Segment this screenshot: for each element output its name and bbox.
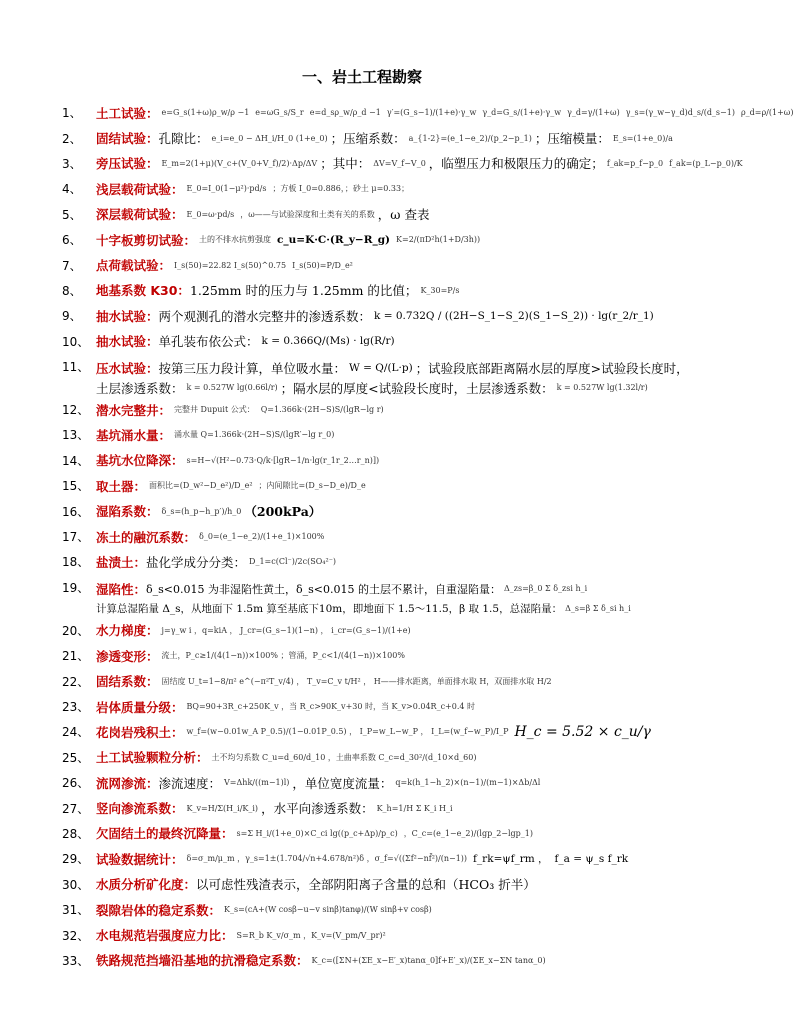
item-line bbox=[96, 358, 689, 378]
formula: 涌水量 Q=1.366k·(2H−S)S/(lgR′−lg r_0) bbox=[174, 430, 335, 440]
item-number: 19、 bbox=[62, 580, 90, 595]
formula: ρ_d=ρ/(1+ω) bbox=[740, 108, 793, 118]
item-number: 32、 bbox=[62, 928, 90, 943]
formula: s=H−√(H²−0.73·Q/k·[lgR−1/n·lg(r_1r_2…r_n)]) bbox=[186, 455, 380, 465]
item-title: 点荷载试验： bbox=[96, 258, 172, 274]
list-item bbox=[62, 668, 712, 693]
item-title: 土工试验颗粒分析： bbox=[96, 750, 209, 766]
formula: k = 0.527W lg(1.32l/r) bbox=[556, 383, 648, 393]
item-number: 8、 bbox=[62, 283, 82, 298]
item-number: 9、 bbox=[62, 309, 82, 324]
item-title: 浅层载荷试验： bbox=[96, 181, 184, 197]
formula: e_i=e_0 − ΔH_i/H_0 (1+e_0) bbox=[211, 133, 328, 143]
list-item bbox=[62, 498, 712, 523]
item-title: 裂隙岩体的稳定系数： bbox=[96, 902, 222, 918]
formula: E_0=I_0(1−μ²)·pd/s bbox=[186, 184, 267, 194]
item-number: 20、 bbox=[62, 623, 90, 638]
item-body bbox=[96, 358, 689, 398]
item-number: 27、 bbox=[62, 801, 90, 816]
formula: K_v=H/Σ(H_i/K_i) bbox=[186, 803, 259, 813]
item-number: 10、 bbox=[62, 334, 90, 349]
list-item bbox=[62, 448, 712, 473]
item-number: 22、 bbox=[62, 674, 90, 689]
item-number: 26、 bbox=[62, 776, 90, 791]
formula: e=ωG_s/S_r bbox=[255, 108, 304, 118]
item-number: 1、 bbox=[62, 106, 82, 121]
formula: K_h=1/H Σ K_i H_i bbox=[376, 803, 453, 813]
list-item bbox=[62, 897, 712, 922]
formula: γ′=(G_s−1)/(1+e)·γ_w bbox=[386, 108, 477, 118]
list-item bbox=[62, 643, 712, 668]
item-text: 1.25mm 时的压力与 1.25mm 的比值； bbox=[189, 283, 418, 299]
list-item bbox=[62, 397, 712, 422]
list-item bbox=[62, 694, 712, 719]
list-item bbox=[62, 524, 712, 549]
formula: f_ak=p_f−p_0 bbox=[606, 158, 664, 168]
formula: e=d_sρ_w/ρ_d −1 bbox=[309, 108, 381, 118]
formula: 面积比=(D_w²−D_e²)/D_e² bbox=[149, 481, 253, 491]
list-item bbox=[62, 303, 712, 328]
item-title: 竖向渗流系数： bbox=[96, 801, 184, 817]
formula: j=γ_w i ，q=kiA ， J_cr=(G_s−1)(1−n) ， i_cr=(G_s−1)/(1+e) bbox=[161, 625, 411, 635]
item-text: 渗流速度： bbox=[158, 775, 222, 791]
item-title: 旁压试验： bbox=[96, 156, 159, 172]
formula: K=2/(πD²h(1+D/3h)) bbox=[396, 235, 481, 245]
list-item bbox=[62, 922, 712, 947]
item-text: ，水平向渗透系数： bbox=[261, 801, 374, 817]
item-title: 盐渍土： bbox=[96, 554, 147, 570]
item-number: 25、 bbox=[62, 750, 90, 765]
item-text: 土层渗透系数： bbox=[96, 380, 184, 396]
item-title: 基坑涌水量： bbox=[96, 427, 172, 443]
list-item bbox=[62, 549, 712, 574]
formula: ；内间隙比=(D_s−D_e)/D_e bbox=[258, 481, 366, 491]
item-number: 2、 bbox=[62, 131, 82, 146]
formula: e=G_s(1+ω)ρ_w/ρ −1 bbox=[161, 108, 250, 118]
formula: D_1=c(Cl⁻)/2c(SO₄²⁻) bbox=[249, 557, 337, 567]
formula: f_a = ψ_s f_rk bbox=[554, 852, 629, 865]
item-text: 盐化学成分分类： bbox=[146, 554, 247, 570]
item-number: 31、 bbox=[62, 903, 90, 918]
formula: γ_s=(γ_w−γ_d)d_s/(d_s−1) bbox=[625, 108, 735, 118]
item-line bbox=[96, 599, 634, 619]
item-title: 湿陷性： bbox=[96, 581, 147, 597]
formula: K_c=([ΣN+(ΣE_x−E′_x)tanα_0]f+E′_x)/(ΣE_x−ΣN tanα_0) bbox=[311, 955, 546, 965]
list-item bbox=[62, 329, 712, 354]
item-title: 潜水完整井： bbox=[96, 402, 172, 418]
item-text: 计算总湿陷量 Δ_s，从地面下 1.5m 算至基底下10m，即地面下 1.5～11.5，β 取 1.5，总湿陷量： bbox=[96, 603, 563, 616]
item-title: 岩体质量分级： bbox=[96, 699, 184, 715]
formula: γ_d=γ/(1+ω) bbox=[567, 108, 620, 118]
item-text: 按第三压力段计算，单位吸水量： bbox=[158, 360, 347, 376]
item-title: 地基系数 K30： bbox=[96, 283, 190, 299]
formula: q=k(h_1−h_2)×(n−1)/(m−1)×Δb/Δl bbox=[395, 778, 541, 788]
formula: E_s=(1+e_0)/a bbox=[612, 133, 673, 143]
item-title: 基坑水位降深： bbox=[96, 453, 184, 469]
item-text: 两个观测孔的潜水完整井的渗透系数： bbox=[158, 308, 372, 324]
formula: k = 0.732Q / ((2H−S_1−S_2)(S_1−S_2)) · lg(r_2/r_1) bbox=[374, 309, 654, 322]
item-title: 土工试验： bbox=[96, 105, 159, 121]
item-title: 铁路规范挡墙沿基地的抗滑稳定系数： bbox=[96, 953, 309, 969]
item-number: 5、 bbox=[62, 207, 82, 222]
formula: E_m=2(1+μ)(V_c+(V_0+V_f)/2)·Δp/ΔV bbox=[161, 158, 318, 168]
formula: w_f=(w−0.01w_A P_0.5)/(1−0.01P_0.5) ， I_P=w_L−w_P ， I_L=(w_f−w_P)/I_P bbox=[186, 727, 509, 737]
item-number: 16、 bbox=[62, 504, 90, 519]
item-title: 抽水试验： bbox=[96, 334, 159, 350]
formula: ，C_c=(e_1−e_2)/(lgp_2−lgp_1) bbox=[403, 828, 534, 838]
item-title: 流网渗流： bbox=[96, 775, 159, 791]
item-title: 十字板剪切试验： bbox=[96, 232, 197, 248]
formula: 土的不排水抗剪强度 bbox=[199, 235, 272, 245]
item-title: 冻土的融沉系数： bbox=[96, 529, 197, 545]
item-text: （200kPa） bbox=[244, 504, 322, 520]
formula: f_ak=(p_L−p_0)/K bbox=[669, 158, 743, 168]
item-number: 14、 bbox=[62, 453, 90, 468]
list-item bbox=[62, 125, 712, 150]
item-text: ；压缩系数： bbox=[330, 131, 406, 147]
formula: S=R_b K_v/σ_m ，K_v=(V_pm/V_pr)² bbox=[236, 930, 386, 940]
item-title: 水电规范岩强度应力比： bbox=[96, 928, 234, 944]
item-text: ，ω 查表 bbox=[377, 207, 430, 223]
list-item bbox=[62, 948, 712, 973]
formula: k = 0.527W lg(0.66l/r) bbox=[186, 383, 278, 393]
list-item bbox=[62, 176, 712, 201]
formula: ΔV=V_f−V_0 bbox=[373, 158, 426, 168]
item-text: ；其中： bbox=[320, 156, 371, 172]
list-item bbox=[62, 795, 712, 820]
formula: ；方板 I_0=0.886，；砂土 μ=0.33； bbox=[272, 184, 410, 194]
item-number: 11、 bbox=[62, 359, 90, 374]
page-title: 一、岩土工程勘察 bbox=[301, 68, 422, 86]
list-item bbox=[62, 354, 712, 397]
list-item bbox=[62, 278, 712, 303]
list-item bbox=[62, 100, 793, 125]
item-number: 6、 bbox=[62, 233, 82, 248]
item-title: 渗透变形： bbox=[96, 648, 159, 664]
item-title: 欠固结土的最终沉降量： bbox=[96, 826, 234, 842]
formula: δ=σ_m/μ_m ，γ_s=1±(1.704/√n+4.678/n²)δ ，σ_f=√((Σf²−nf̄²)/(n−1)) bbox=[186, 854, 468, 864]
formula: ，ω——与试验深度和土类有关的系数 bbox=[240, 209, 375, 219]
formula: 完整井 Dupuit 公式： bbox=[174, 405, 255, 415]
list-item bbox=[62, 227, 712, 252]
formula: I_s(50)=22.82 I_s(50)^0.75 bbox=[174, 260, 287, 270]
item-number: 30、 bbox=[62, 877, 90, 892]
list-item bbox=[62, 202, 712, 227]
item-line bbox=[96, 378, 689, 398]
list-item bbox=[62, 821, 712, 846]
list-item bbox=[62, 618, 712, 643]
list-item bbox=[62, 473, 712, 498]
formula: 土不均匀系数 C_u=d_60/d_10 ，土曲率系数 C_c=d_30²/(d_10×d_60) bbox=[211, 752, 477, 762]
item-title: 湿陷系数： bbox=[96, 504, 159, 520]
formula: c_u=K·C·(R_y−R_g) bbox=[277, 233, 391, 246]
item-body bbox=[96, 579, 634, 619]
formula: δ_0=(e_1−e_2)/(1+e_1)×100% bbox=[199, 532, 325, 542]
list-item bbox=[62, 422, 712, 447]
formula-list bbox=[62, 100, 793, 973]
list-item bbox=[62, 252, 712, 277]
item-title: 取土器： bbox=[96, 478, 147, 494]
list-item bbox=[62, 872, 712, 897]
formula: K_s=(cA+(W cosβ−u−v sinβ)tanφ)/(W sinβ+v cosβ) bbox=[224, 905, 432, 915]
list-item bbox=[62, 719, 712, 744]
item-number: 18、 bbox=[62, 555, 90, 570]
list-item bbox=[62, 770, 712, 795]
formula: H_c = 5.52 × c_u/γ bbox=[514, 723, 651, 740]
item-number: 12、 bbox=[62, 403, 90, 418]
formula: BQ=90+3R_c+250K_v ，当 R_c>90K_v+30 时，当 K_v>0.04R_c+0.4 时 bbox=[186, 702, 476, 711]
list-item bbox=[62, 846, 712, 871]
item-number: 33、 bbox=[62, 953, 90, 968]
item-title: 压水试验： bbox=[96, 360, 159, 376]
list-item bbox=[62, 575, 712, 618]
item-number: 7、 bbox=[62, 258, 82, 273]
item-title: 水力梯度： bbox=[96, 623, 159, 639]
list-item bbox=[62, 745, 712, 770]
item-number: 24、 bbox=[62, 725, 90, 740]
item-title: 花岗岩残积土： bbox=[96, 724, 184, 740]
formula: f_rk=ψf_rm ， bbox=[473, 853, 549, 866]
formula: Δ_s=β Σ δ_si h_i bbox=[565, 604, 631, 614]
item-number: 13、 bbox=[62, 428, 90, 443]
item-text: 孔隙比： bbox=[158, 131, 209, 147]
item-text: ；压缩模量： bbox=[534, 131, 610, 147]
item-number: 29、 bbox=[62, 852, 90, 867]
item-text: ，临塑压力和极限压力的确定； bbox=[428, 156, 604, 172]
item-text: ，单位宽度流量： bbox=[292, 775, 393, 791]
item-title: 试验数据统计： bbox=[96, 851, 184, 867]
formula: W = Q/(L·p) bbox=[349, 361, 413, 374]
formula: a_{1-2}=(e_1−e_2)/(p_2−p_1) bbox=[408, 133, 532, 143]
item-text: δ_s<0.015 为非湿陷性黄土，δ_s<0.015 的土层不累计，自重湿陷量： bbox=[146, 582, 501, 596]
item-number: 28、 bbox=[62, 826, 90, 841]
item-title: 水质分析矿化度： bbox=[96, 877, 197, 893]
item-number: 23、 bbox=[62, 700, 90, 714]
formula: k = 0.366Q/(Ms) · lg(R/r) bbox=[261, 335, 395, 348]
list-item bbox=[62, 151, 743, 176]
formula: s=Σ H_i/(1+e_0)×C_ci lg((p_c+Δp)/p_c) bbox=[236, 828, 398, 838]
formula: δ_s=(h_p−h_p′)/h_0 bbox=[161, 506, 242, 516]
formula: I_s(50)=P/D_e² bbox=[292, 260, 353, 270]
item-text: ；试验段底部距离隔水层的厚度>试验段长度时， bbox=[415, 360, 689, 376]
item-text: 单孔装布依公式： bbox=[158, 334, 259, 350]
item-line bbox=[96, 579, 634, 599]
item-number: 17、 bbox=[62, 530, 90, 545]
item-title: 固结试验： bbox=[96, 131, 159, 147]
item-title: 深层载荷试验： bbox=[96, 207, 184, 223]
item-text: 以可虑性残渣表示，全部阴阳离子含量的总和（HCO₃ 折半） bbox=[196, 877, 536, 893]
formula: 流土，P_c≥1/(4(1−n))×100% ；管涌，P_c<1/(4(1−n))×100% bbox=[161, 651, 405, 661]
formula: Δ_zs=β_0 Σ δ_zsi h_i bbox=[503, 584, 588, 594]
formula: E_0=ω·pd/s bbox=[186, 209, 235, 219]
item-number: 3、 bbox=[62, 156, 82, 171]
item-number: 21、 bbox=[62, 649, 90, 664]
formula: V=Δhk/((m−1)l) bbox=[224, 778, 290, 788]
item-number: 4、 bbox=[62, 182, 82, 197]
formula: Q=1.366k·(2H−S)S/(lgR−lg r) bbox=[260, 405, 384, 415]
item-title: 固结系数： bbox=[96, 674, 159, 690]
item-text: ；隔水层的厚度<试验段长度时，土层渗透系数： bbox=[280, 380, 554, 396]
item-number: 15、 bbox=[62, 479, 90, 494]
item-title: 抽水试验： bbox=[96, 308, 159, 324]
formula: 固结度 U_t=1−8/π² e^(−π²T_v/4) ， T_v=C_v t/H² ， H——排水距离，单面排水取 H，双面排水取 H/2 bbox=[161, 676, 552, 686]
formula: γ_d=G_s/(1+e)·γ_w bbox=[482, 108, 562, 118]
formula: K_30=P/s bbox=[420, 285, 460, 295]
